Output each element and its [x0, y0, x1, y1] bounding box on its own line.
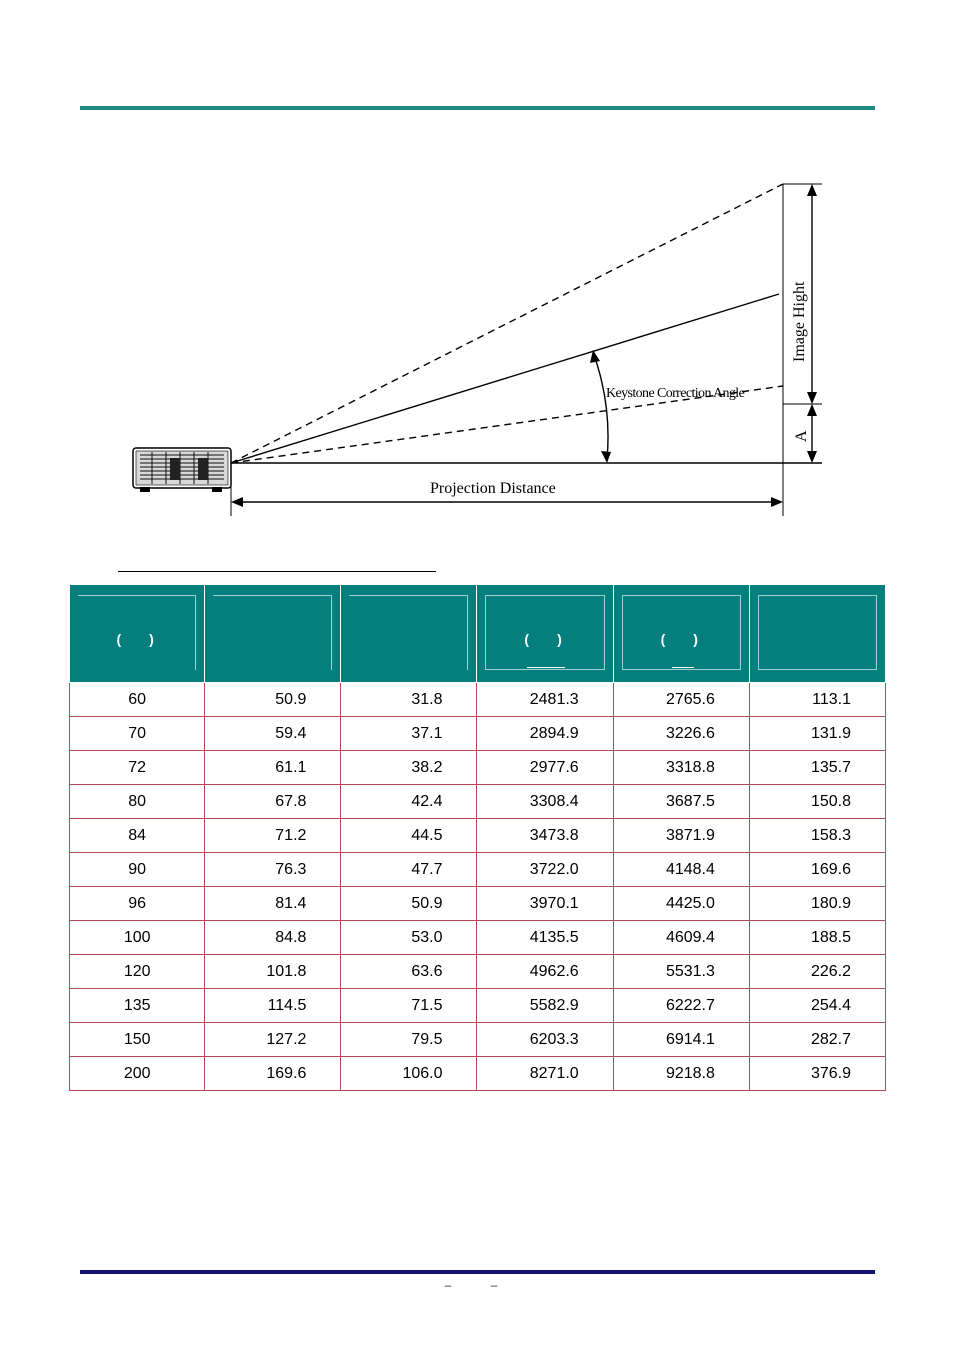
table-cell: 150.8 — [749, 785, 885, 819]
table-cell: 282.7 — [749, 1023, 885, 1057]
table-body — [70, 683, 886, 1091]
header-cell-5: () — [613, 585, 749, 683]
table-row — [70, 819, 886, 853]
table-cell: 50.9 — [205, 683, 341, 717]
table-cell: 150 — [70, 1023, 205, 1057]
header-cell-3 — [341, 585, 477, 683]
table-row — [70, 785, 886, 819]
table-cell: 3970.1 — [477, 887, 613, 921]
projection-distance-label: Projection Distance — [430, 480, 556, 497]
table-cell: 4609.4 — [613, 921, 749, 955]
table-cell: 200 — [70, 1057, 205, 1091]
table-cell: 2481.3 — [477, 683, 613, 717]
table-cell: 38.2 — [341, 751, 477, 785]
page-number: – – — [444, 1278, 516, 1292]
table-row — [70, 1023, 886, 1057]
table-cell: 61.1 — [205, 751, 341, 785]
table-row — [70, 955, 886, 989]
table-cell: 31.8 — [341, 683, 477, 717]
table-cell: 79.5 — [341, 1023, 477, 1057]
table-cell: 158.3 — [749, 819, 885, 853]
table-cell: 127.2 — [205, 1023, 341, 1057]
table-cell: 180.9 — [749, 887, 885, 921]
table-cell: 4425.0 — [613, 887, 749, 921]
table-row — [70, 989, 886, 1023]
projection-table — [69, 584, 886, 1091]
table-cell: 53.0 — [341, 921, 477, 955]
table-row — [70, 1057, 886, 1091]
table-cell: 3318.8 — [613, 751, 749, 785]
table-title-underline — [118, 571, 436, 572]
table-cell: 3722.0 — [477, 853, 613, 887]
table-cell: 72 — [70, 751, 205, 785]
table-cell: 96 — [70, 887, 205, 921]
table-cell: 4148.4 — [613, 853, 749, 887]
table-cell: 2894.9 — [477, 717, 613, 751]
table-cell: 84.8 — [205, 921, 341, 955]
table-cell: 100 — [70, 921, 205, 955]
table-cell: 254.4 — [749, 989, 885, 1023]
table-row — [70, 751, 886, 785]
table-cell: 70 — [70, 717, 205, 751]
table-cell: 76.3 — [205, 853, 341, 887]
table-row — [70, 853, 886, 887]
table-cell: 188.5 — [749, 921, 885, 955]
table-cell: 4135.5 — [477, 921, 613, 955]
table-cell: 226.2 — [749, 955, 885, 989]
table-cell: 6203.3 — [477, 1023, 613, 1057]
table-cell: 67.8 — [205, 785, 341, 819]
table-cell: 84 — [70, 819, 205, 853]
projection-diagram — [0, 0, 954, 560]
offset-a-label: A — [793, 430, 810, 442]
table-cell: 169.6 — [205, 1057, 341, 1091]
table-row — [70, 683, 886, 717]
table-cell: 60 — [70, 683, 205, 717]
keystone-angle-label: Keystone Correction Angle — [606, 386, 745, 401]
table-cell: 2765.6 — [613, 683, 749, 717]
table-cell: 42.4 — [341, 785, 477, 819]
projector-icon — [133, 448, 231, 492]
table-cell: 5582.9 — [477, 989, 613, 1023]
table-row — [70, 887, 886, 921]
table-cell: 3308.4 — [477, 785, 613, 819]
header-cell-4: () — [477, 585, 613, 683]
table-cell: 90 — [70, 853, 205, 887]
header-cell-2 — [205, 585, 341, 683]
table-cell: 80 — [70, 785, 205, 819]
table-cell: 3871.9 — [613, 819, 749, 853]
header-cell-1: () — [70, 585, 205, 683]
table-cell: 5531.3 — [613, 955, 749, 989]
table-cell: 63.6 — [341, 955, 477, 989]
table-cell: 113.1 — [749, 683, 885, 717]
table-cell: 71.2 — [205, 819, 341, 853]
table-cell: 37.1 — [341, 717, 477, 751]
table-cell: 120 — [70, 955, 205, 989]
table-cell: 4962.6 — [477, 955, 613, 989]
table-cell: 3687.5 — [613, 785, 749, 819]
table-cell: 47.7 — [341, 853, 477, 887]
table-cell: 71.5 — [341, 989, 477, 1023]
table-cell: 3226.6 — [613, 717, 749, 751]
table-cell: 6222.7 — [613, 989, 749, 1023]
table-row — [70, 921, 886, 955]
image-height-label: Image Hight — [791, 281, 808, 362]
table-cell: 8271.0 — [477, 1057, 613, 1091]
table-cell: 131.9 — [749, 717, 885, 751]
table-cell: 135.7 — [749, 751, 885, 785]
table-cell: 44.5 — [341, 819, 477, 853]
footer-rule — [80, 1270, 875, 1274]
table-cell: 106.0 — [341, 1057, 477, 1091]
table-cell: 59.4 — [205, 717, 341, 751]
table-cell: 9218.8 — [613, 1057, 749, 1091]
table-cell: 3473.8 — [477, 819, 613, 853]
table-cell: 135 — [70, 989, 205, 1023]
table-cell: 6914.1 — [613, 1023, 749, 1057]
table-row — [70, 717, 886, 751]
table-header-row — [70, 585, 886, 683]
table-cell: 114.5 — [205, 989, 341, 1023]
table-cell: 2977.6 — [477, 751, 613, 785]
table-cell: 50.9 — [341, 887, 477, 921]
table-cell: 81.4 — [205, 887, 341, 921]
table-cell: 376.9 — [749, 1057, 885, 1091]
table-cell: 169.6 — [749, 853, 885, 887]
header-cell-6 — [749, 585, 885, 683]
table-cell: 101.8 — [205, 955, 341, 989]
